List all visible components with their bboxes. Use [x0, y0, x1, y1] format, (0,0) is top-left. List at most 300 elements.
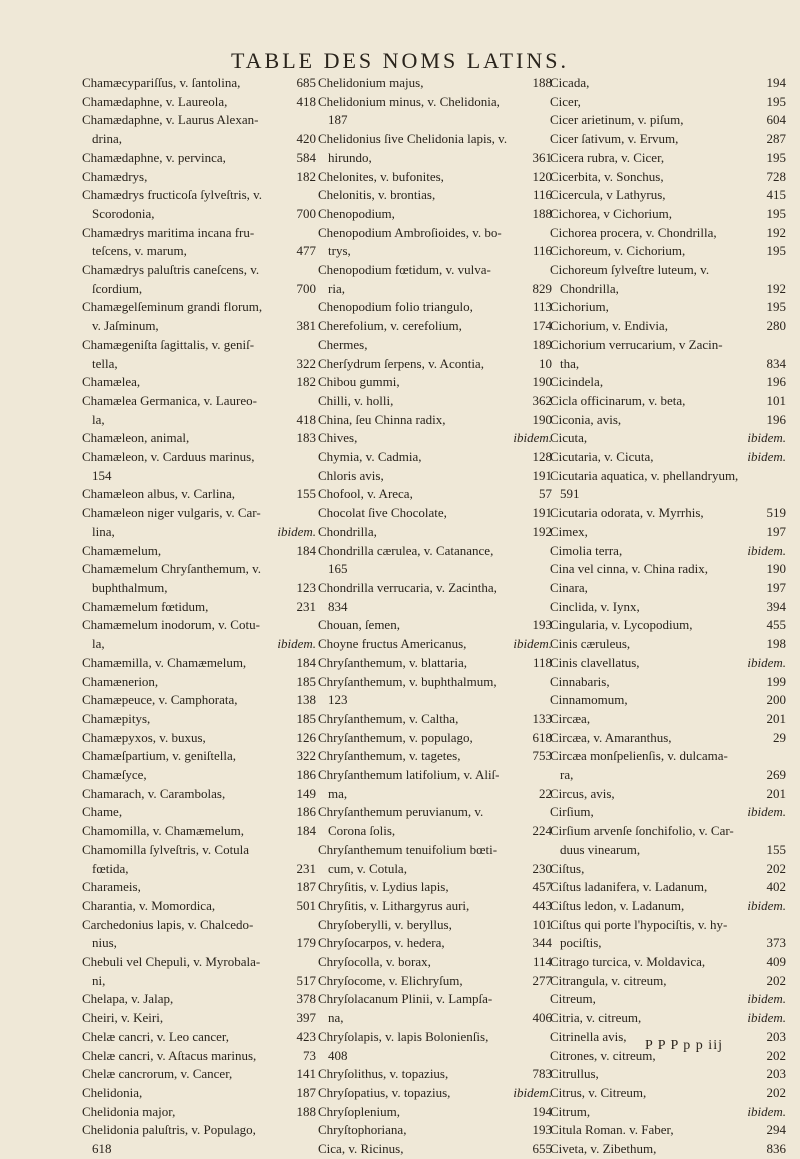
- entry-term: Ciſtus qui porte l'hypociſtis, v. hy-: [550, 916, 728, 932]
- index-entry: [550, 747, 786, 766]
- index-entry: [550, 336, 786, 355]
- entry-term: Chamælea,: [82, 374, 141, 390]
- entry-term: Chamæpitys,: [82, 710, 151, 726]
- page-reference: 501: [296, 897, 316, 913]
- entry-term: Chondrilla verrucaria, v. Zacintha,: [318, 579, 497, 595]
- page-reference: 190: [532, 374, 552, 390]
- index-entry: [318, 673, 552, 692]
- entry-term: Cichorium verrucarium, v Zacin-: [550, 336, 723, 352]
- index-entry: [82, 242, 316, 261]
- entry-term: Cichoreum ſylveſtre luteum, v.: [550, 262, 710, 278]
- page-reference: 184: [296, 823, 316, 839]
- index-entry: [82, 392, 316, 411]
- page-reference: 193: [532, 617, 552, 633]
- index-entry: [318, 785, 552, 804]
- entry-term: Chamædrys paluſtris caneſcens, v.: [82, 262, 260, 278]
- page-reference: 184: [296, 542, 316, 558]
- index-entry: [318, 1065, 552, 1084]
- page-reference: 230: [532, 860, 552, 876]
- page-reference: 118: [532, 654, 552, 670]
- index-entry: [82, 1047, 316, 1066]
- page-reference: 22: [539, 785, 552, 801]
- entry-term: Chamæmelum inodorum, v. Cotu-: [82, 617, 260, 633]
- index-entry: [318, 616, 552, 635]
- entry-term: Chamæmelum,: [82, 542, 162, 558]
- entry-term: Citria, v. citreum,: [550, 1010, 642, 1026]
- index-entry: [82, 747, 316, 766]
- index-entry: [82, 897, 316, 916]
- index-entry: [550, 673, 786, 692]
- page-reference: 120: [532, 168, 552, 184]
- index-entry: [550, 990, 786, 1009]
- page-reference: 73: [303, 1047, 316, 1063]
- index-entry: [82, 111, 316, 130]
- index-entry: [82, 149, 316, 168]
- index-entry: [318, 635, 552, 654]
- index-entry: [318, 710, 552, 729]
- page-reference: 277: [532, 972, 552, 988]
- entry-term: ni,: [92, 972, 106, 988]
- entry-term: Chryſocome, v. Elichryſum,: [318, 972, 463, 988]
- entry-term: Cicuta,: [550, 430, 588, 446]
- entry-term: na,: [328, 1010, 344, 1026]
- page-reference: 202: [766, 972, 786, 988]
- entry-term: 123: [328, 692, 348, 708]
- page-reference: 128: [532, 449, 552, 465]
- entry-term: Chouan, ſemen,: [318, 617, 400, 633]
- index-entry: [82, 485, 316, 504]
- entry-term: Cicera rubra, v. Cicer,: [550, 149, 665, 165]
- page-reference: 186: [296, 804, 316, 820]
- entry-term: 408: [328, 1047, 348, 1063]
- page-reference: 188: [532, 75, 552, 90]
- index-entry: [318, 280, 552, 299]
- index-entry: [318, 654, 552, 673]
- entry-term: Cichorium, v. Endivia,: [550, 318, 668, 334]
- index-entry: [550, 168, 786, 187]
- page-reference: ibidem.: [747, 897, 786, 913]
- page-reference: 203: [766, 1066, 786, 1082]
- index-entry: [550, 953, 786, 972]
- index-entry: [550, 1084, 786, 1103]
- index-entry: [82, 186, 316, 205]
- entry-term: Cichorea procera, v. Chondrilla,: [550, 224, 717, 240]
- index-entry: [318, 729, 552, 748]
- index-entry: [550, 1103, 786, 1122]
- page-reference: 397: [296, 1010, 316, 1026]
- index-entry: [82, 766, 316, 785]
- index-entry: [82, 130, 316, 149]
- page-reference: 198: [766, 636, 786, 652]
- entry-term: Cinnamomum,: [550, 692, 628, 708]
- entry-term: fœtida,: [92, 860, 129, 876]
- index-entry: [82, 635, 316, 654]
- page-reference: 196: [766, 411, 786, 427]
- page-reference: 155: [766, 841, 786, 857]
- index-entry: [318, 766, 552, 785]
- entry-term: v. Jaſminum,: [92, 318, 159, 334]
- page-reference: 201: [766, 710, 786, 726]
- index-entry: [550, 560, 786, 579]
- entry-term: Chelæ cancrorum, v. Cancer,: [82, 1066, 233, 1082]
- entry-term: Chamæmelum Chryſanthemum, v.: [82, 561, 261, 577]
- index-entry: [318, 579, 552, 598]
- entry-term: Chamægelſeminum grandi florum,: [82, 299, 263, 315]
- index-entry: [82, 560, 316, 579]
- index-entry: [550, 373, 786, 392]
- entry-term: Chryſanthemum peruvianum, v.: [318, 804, 484, 820]
- entry-term: Cinis clavellatus,: [550, 654, 640, 670]
- index-entry: [550, 1009, 786, 1028]
- page-reference: ibidem.: [747, 991, 786, 1007]
- entry-term: Chamæcypariſſus, v. ſantolina,: [82, 75, 241, 90]
- page-reference: 187: [296, 879, 316, 895]
- page-reference: 155: [296, 486, 316, 502]
- entry-term: nius,: [92, 935, 117, 951]
- entry-term: Chryſanthemum, v. tagetes,: [318, 748, 461, 764]
- page-reference: 199: [766, 673, 786, 689]
- index-entry: [318, 448, 552, 467]
- index-entry: [82, 224, 316, 243]
- index-entry: [550, 205, 786, 224]
- entry-term: Cherefolium, v. cerefolium,: [318, 318, 462, 334]
- index-entry: [82, 1065, 316, 1084]
- page-reference: 113: [532, 299, 552, 315]
- index-column-1: [82, 74, 316, 1159]
- page-reference: 836: [766, 1141, 786, 1157]
- index-entry: [318, 242, 552, 261]
- index-entry: [318, 485, 552, 504]
- index-entry: [550, 785, 786, 804]
- entry-term: Chamarach, v. Carambolas,: [82, 785, 226, 801]
- index-entry: [318, 860, 552, 879]
- page-reference: 280: [766, 318, 786, 334]
- page-reference: ibidem.: [513, 636, 552, 652]
- page-reference: 231: [296, 860, 316, 876]
- page-reference: 202: [766, 1047, 786, 1063]
- index-entry: [550, 803, 786, 822]
- entry-term: Chelidonia paluſtris, v. Populago,: [82, 1122, 256, 1138]
- entry-term: Chelidonium majus,: [318, 75, 424, 90]
- index-entry: [550, 841, 786, 860]
- entry-term: Chamædaphne, v. Laureola,: [82, 93, 228, 109]
- entry-term: Citrangula, v. citreum,: [550, 972, 667, 988]
- index-entry: [550, 280, 786, 299]
- page-reference: 194: [532, 1103, 552, 1119]
- entry-term: drina,: [92, 131, 122, 147]
- page-reference: 231: [296, 598, 316, 614]
- index-entry: [318, 111, 552, 130]
- entry-term: Cimex,: [550, 523, 588, 539]
- index-entry: [318, 1047, 552, 1066]
- page-reference: 201: [766, 785, 786, 801]
- index-entry: [550, 224, 786, 243]
- page-reference: 29: [773, 729, 786, 745]
- page-reference: 362: [532, 392, 552, 408]
- entry-term: Ciſtus ledon, v. Ladanum,: [550, 897, 685, 913]
- entry-term: Chermes,: [318, 336, 368, 352]
- page-reference: 418: [296, 411, 316, 427]
- index-entry: [550, 616, 786, 635]
- page-reference: 378: [296, 991, 316, 1007]
- entry-term: Choyne fructus Americanus,: [318, 636, 467, 652]
- index-entry: [318, 149, 552, 168]
- page-reference: 188: [532, 205, 552, 221]
- index-entry: [550, 822, 786, 841]
- page-reference: 269: [766, 767, 786, 783]
- entry-term: Chymia, v. Cadmia,: [318, 449, 422, 465]
- index-entry: [550, 317, 786, 336]
- entry-term: Cirſium arvenſe ſonchifolio, v. Car-: [550, 823, 734, 839]
- entry-term: Chamænerion,: [82, 673, 159, 689]
- page-reference: 618: [532, 729, 552, 745]
- index-entry: [550, 111, 786, 130]
- page-reference: 834: [766, 355, 786, 371]
- page-reference: 116: [532, 243, 552, 259]
- page-reference: 423: [296, 1028, 316, 1044]
- page-reference: 517: [296, 972, 316, 988]
- entry-term: Cicer ſativum, v. Ervum,: [550, 131, 679, 147]
- page-reference: 149: [296, 785, 316, 801]
- entry-term: Chibou gummi,: [318, 374, 400, 390]
- index-entry: [318, 542, 552, 561]
- page-reference: ibidem.: [747, 542, 786, 558]
- index-entry: [318, 168, 552, 187]
- index-entry: [82, 616, 316, 635]
- page-reference: 455: [766, 617, 786, 633]
- entry-term: Chryſitis, v. Lithargyrus auri,: [318, 897, 470, 913]
- entry-term: Cichorea, v Cichorium,: [550, 205, 673, 221]
- entry-term: Chamædaphne, v. pervinca,: [82, 149, 226, 165]
- entry-term: Chelidonium minus, v. Chelidonia,: [318, 93, 500, 109]
- page-reference: 197: [766, 523, 786, 539]
- page-reference: 700: [296, 280, 316, 296]
- entry-term: Chamæmelum fœtidum,: [82, 598, 209, 614]
- entry-term: Cicer arietinum, v. piſum,: [550, 112, 684, 128]
- index-entry: [318, 560, 552, 579]
- index-entry: [82, 934, 316, 953]
- index-entry: [550, 448, 786, 467]
- index-entry: [318, 205, 552, 224]
- entry-term: Chenopodium,: [318, 205, 395, 221]
- index-entry: [82, 523, 316, 542]
- index-entry: [550, 729, 786, 748]
- page-reference: 190: [532, 411, 552, 427]
- index-entry: [318, 373, 552, 392]
- page-reference: 409: [766, 954, 786, 970]
- index-entry: [318, 224, 552, 243]
- entry-term: Chebuli vel Chepuli, v. Myrobala-: [82, 954, 261, 970]
- entry-term: cum, v. Cotula,: [328, 860, 407, 876]
- entry-term: Ciconia, avis,: [550, 411, 622, 427]
- index-entry: [550, 355, 786, 374]
- entry-term: Chocolat ſive Chocolate,: [318, 505, 447, 521]
- index-entry: [550, 878, 786, 897]
- entry-term: Chryſanthemum latifolium, v. Aliſ-: [318, 767, 500, 783]
- index-entry: [318, 93, 552, 112]
- page-reference: 344: [532, 935, 552, 951]
- index-entry: [82, 93, 316, 112]
- index-entry: [82, 1121, 316, 1140]
- page-reference: ibidem.: [747, 654, 786, 670]
- page-reference: ibidem.: [747, 449, 786, 465]
- entry-term: Cinnabaris,: [550, 673, 610, 689]
- index-entry: [550, 542, 786, 561]
- index-entry: [550, 130, 786, 149]
- index-entry: [318, 990, 552, 1009]
- entry-term: Chamæmilla, v. Chamæmelum,: [82, 654, 247, 670]
- index-entry: [82, 205, 316, 224]
- index-entry: [82, 972, 316, 991]
- index-entry: [82, 504, 316, 523]
- index-entry: [82, 336, 316, 355]
- entry-term: Chamædrys,: [82, 168, 148, 184]
- entry-term: teſcens, v. marum,: [92, 243, 187, 259]
- entry-term: la,: [92, 411, 105, 427]
- entry-term: lina,: [92, 523, 115, 539]
- entry-term: Citrones, v. citreum,: [550, 1047, 656, 1063]
- index-entry: [82, 654, 316, 673]
- index-entry: [550, 860, 786, 879]
- index-entry: [318, 1009, 552, 1028]
- page-reference: ibidem.: [277, 636, 316, 652]
- entry-term: Scorodonia,: [92, 205, 155, 221]
- entry-term: Chilli, v. holli,: [318, 392, 394, 408]
- index-entry: [550, 691, 786, 710]
- page-reference: 191: [532, 505, 552, 521]
- entry-term: Citreum,: [550, 991, 596, 1007]
- page-reference: 322: [296, 355, 316, 371]
- entry-term: Cica, v. Ricinus,: [318, 1141, 404, 1157]
- page-reference: 10: [539, 355, 552, 371]
- entry-term: Circæa monſpelienſis, v. dulcama-: [550, 748, 728, 764]
- index-entry: [318, 429, 552, 448]
- index-entry: [82, 691, 316, 710]
- entry-term: Chamægeniſta ſagittalis, v. geniſ-: [82, 336, 255, 352]
- page-reference: 183: [296, 430, 316, 446]
- entry-term: duus vinearum,: [560, 841, 641, 857]
- entry-term: Chamæpeuce, v. Camphorata,: [82, 692, 238, 708]
- index-entry: [82, 990, 316, 1009]
- entry-term: Chives,: [318, 430, 358, 446]
- page-reference: 185: [296, 673, 316, 689]
- page-reference: 195: [766, 93, 786, 109]
- entry-term: Circus, avis,: [550, 785, 615, 801]
- index-entry: [82, 542, 316, 561]
- page-reference: 829: [532, 280, 552, 296]
- entry-term: Cicerbita, v. Sonchus,: [550, 168, 664, 184]
- entry-term: hirundo,: [328, 149, 372, 165]
- page-reference: 457: [532, 879, 552, 895]
- entry-term: ma,: [328, 785, 348, 801]
- page-reference: 192: [766, 280, 786, 296]
- index-entry: [82, 673, 316, 692]
- index-entry: [550, 411, 786, 430]
- entry-term: Cicutaria aquatica, v. phellandryum,: [550, 467, 739, 483]
- page-reference: 519: [766, 505, 786, 521]
- entry-term: 187: [328, 112, 348, 128]
- entry-term: Chamæpyxos, v. buxus,: [82, 729, 206, 745]
- page-reference: 728: [766, 168, 786, 184]
- entry-term: buphthalmum,: [92, 579, 168, 595]
- page-reference: 655: [532, 1141, 552, 1157]
- index-entry: [550, 298, 786, 317]
- entry-term: Chryſanthemum tenuifolium bœti-: [318, 841, 498, 857]
- index-entry: [318, 1028, 552, 1047]
- page-reference: ibidem.: [747, 1103, 786, 1119]
- entry-term: Cingularia, v. Lycopodium,: [550, 617, 693, 633]
- entry-term: Chondrilla,: [318, 523, 377, 539]
- entry-term: Cicer,: [550, 93, 581, 109]
- index-entry: [318, 261, 552, 280]
- page-reference: 202: [766, 860, 786, 876]
- entry-term: Chamæſpartium, v. geniſtella,: [82, 748, 237, 764]
- index-entry: [82, 261, 316, 280]
- entry-term: Citrinella avis,: [550, 1028, 627, 1044]
- index-entry: [82, 74, 316, 93]
- page-reference: 753: [532, 748, 552, 764]
- page-reference: 192: [532, 523, 552, 539]
- page-reference: ibidem.: [513, 1084, 552, 1100]
- index-entry: [82, 710, 316, 729]
- page-reference: 141: [296, 1066, 316, 1082]
- page-reference: 294: [766, 1122, 786, 1138]
- page-reference: 193: [532, 1122, 552, 1138]
- page-reference: 322: [296, 748, 316, 764]
- index-entry: [82, 579, 316, 598]
- index-entry: [318, 916, 552, 935]
- page-reference: 57: [539, 486, 552, 502]
- index-entry: [550, 1065, 786, 1084]
- page-reference: 185: [296, 710, 316, 726]
- entry-term: Cinclida, v. Iynx,: [550, 598, 640, 614]
- index-entry: [82, 1009, 316, 1028]
- page-reference: 685: [296, 75, 316, 90]
- entry-term: Cinara,: [550, 579, 588, 595]
- index-entry: [82, 598, 316, 617]
- index-entry: [550, 504, 786, 523]
- page-reference: 402: [766, 879, 786, 895]
- entry-term: Chryſocarpos, v. hedera,: [318, 935, 445, 951]
- entry-term: Chame,: [82, 804, 123, 820]
- page-reference: 287: [766, 131, 786, 147]
- index-entry: [82, 1084, 316, 1103]
- page-reference: 187: [296, 1084, 316, 1100]
- page-reference: 101: [766, 392, 786, 408]
- index-entry: [550, 93, 786, 112]
- index-entry: [318, 953, 552, 972]
- entry-term: Corona ſolis,: [328, 823, 396, 839]
- page-reference: 195: [766, 205, 786, 221]
- index-entry: [318, 841, 552, 860]
- page-reference: ibidem.: [747, 1010, 786, 1026]
- page-reference: 123: [296, 579, 316, 595]
- index-entry: [550, 242, 786, 261]
- entry-term: tha,: [560, 355, 580, 371]
- page-reference: 200: [766, 692, 786, 708]
- index-entry: [550, 392, 786, 411]
- index-entry: [318, 186, 552, 205]
- entry-term: pociſtis,: [560, 935, 602, 951]
- index-entry: [82, 298, 316, 317]
- page-reference: 195: [766, 299, 786, 315]
- page-reference: 783: [532, 1066, 552, 1082]
- index-entry: [82, 1103, 316, 1122]
- page-reference: 101: [532, 916, 552, 932]
- entry-term: Chryſitis, v. Lydius lapis,: [318, 879, 449, 895]
- page-reference: 191: [532, 467, 552, 483]
- page-reference: 394: [766, 598, 786, 614]
